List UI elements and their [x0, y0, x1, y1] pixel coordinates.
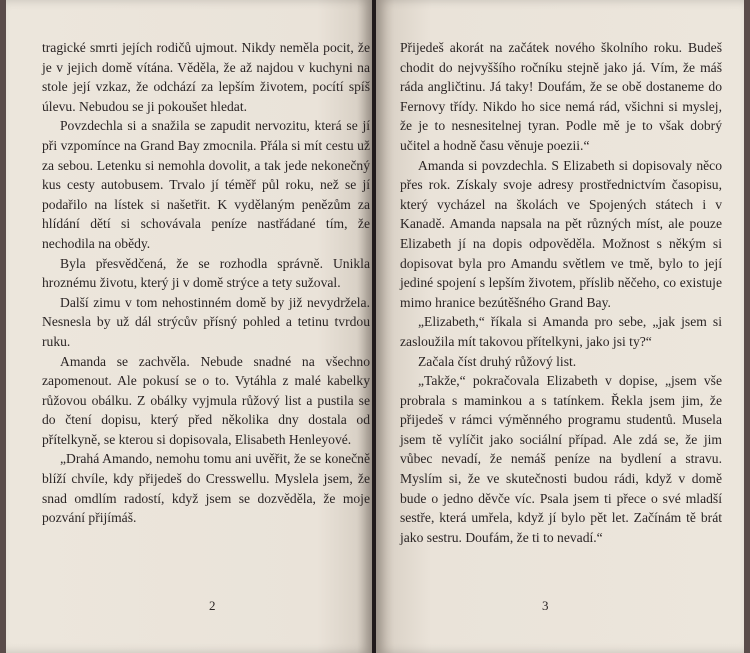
book-edge-right	[744, 0, 750, 653]
right-page-text	[400, 38, 722, 547]
paragraph: „Takže,“ pokračovala Elizabeth v dopise, „jsem vše probrala s maminkou a s tatínkem. Řekla jsem jim, že přijedeš v rámci výměnného programu studentů. Musela jsem tě vylíčit jako sociální případ. Ale zdá se, že jim vůbec nevadí, že nemáš peníze na bydlení a stravu. Myslím si, že ve skutečnosti budou rádi, když v domě bude o jedno děvče víc. Psala jsem ti přece o své mladší sestře, která umřela, když jí bylo pět let. Začínám tě brát jako sestru. Doufám, že ti to nevadí.“	[400, 373, 722, 545]
paragraph: tragické smrti jejích rodičů ujmout. Nikdy neměla pocit, že je v jejich domě vítána. Věděla, že až najdou v kuchyni na stole její vzkaz, že odchází za lepším životem, pocítí spíš úlevu. Nebudou se ji pokoušet hledat.	[42, 40, 370, 114]
paragraph: Povzdechla si a snažila se zapudit nervozitu, která se jí při vzpomínce na Grand Bay zmocnila. Přála si mít cestu už za sebou. Letenku si nemohla dovolit, a tak jede nekonečný kus cesty autobusem. Trvalo jí téměř půl roku, než se jí podařilo na lístek si našetřit. K vydělaným penězům za hlídání dětí si schovávala peníze nastřádané tím, že nechodila na obědy.	[42, 118, 370, 251]
right-page	[376, 0, 744, 653]
left-page-text	[42, 38, 370, 528]
paragraph: Byla přesvědčená, že se rozhodla správně. Unikla hroznému životu, který ji v domě strýce a tety sužoval.	[42, 255, 370, 291]
page-number: 3	[542, 598, 549, 613]
paragraph: „Drahá Amando, nemohu tomu ani uvěřit, že se konečně blíží chvíle, kdy přijedeš do Cresswellu. Myslela jsem, že snad omdlím radostí, když jsem se dozvěděla, že moje pozvání přijímáš.	[42, 451, 370, 526]
paragraph: Amanda se zachvěla. Nebude snadné na všechno zapomenout. Ale pokusí se o to. Vytáhla z malé kabelky růžovou obálku. Z obálky vyjmula růžový list a pustila se do čtení dopisu, který před několika dny dostala od přítelkyně, se kterou si dopisovala, Elisabeth Henleyové.	[42, 353, 370, 447]
paragraph: Přijedeš akorát na začátek nového školního roku. Budeš chodit do nejvyššího ročníku stejně jako já. Vím, že máš ráda angličtinu. Já taky! Doufám, že se obě dostaneme do Fernovy třídy. Nikdo ho sice nemá rád, všichni si myslej, že je to nesnesitelnej tyran. Podle mě je to však dobrý učitel a hodně času věnuje poezii.“	[400, 40, 722, 153]
paragraph: Začala číst druhý růžový list.	[418, 353, 577, 369]
paragraph: Amanda si povzdechla. S Elizabeth si dopisovaly něco přes rok. Získaly svoje adresy prostřednictvím časopisu, který vycházel na školách ve Spojených státech i v Kanadě. Amanda napsala na pět různých míst, ale pouze Elizabeth jí na dopis odpověděla. Možnost s někým si dopisovat byla pro Amandu světlem ve tmě, bylo to její jediné spojení s lepším životem, příslib něčeho, co existuje mimo hranice bezútěšného Grand Bay.	[400, 157, 722, 310]
left-page	[6, 0, 372, 653]
paragraph: Další zimu v tom nehostinném domě by již nevydržela. Nesnesla by už dál strýcův přísný pohled a tetinu tvrdou ruku.	[42, 294, 370, 349]
page-number: 2	[209, 598, 216, 613]
paragraph: „Elizabeth,“ říkala si Amanda pro sebe, „jak jsem si zasloužila mít takovou přítelkyni, jako jsi ty?“	[400, 314, 722, 349]
